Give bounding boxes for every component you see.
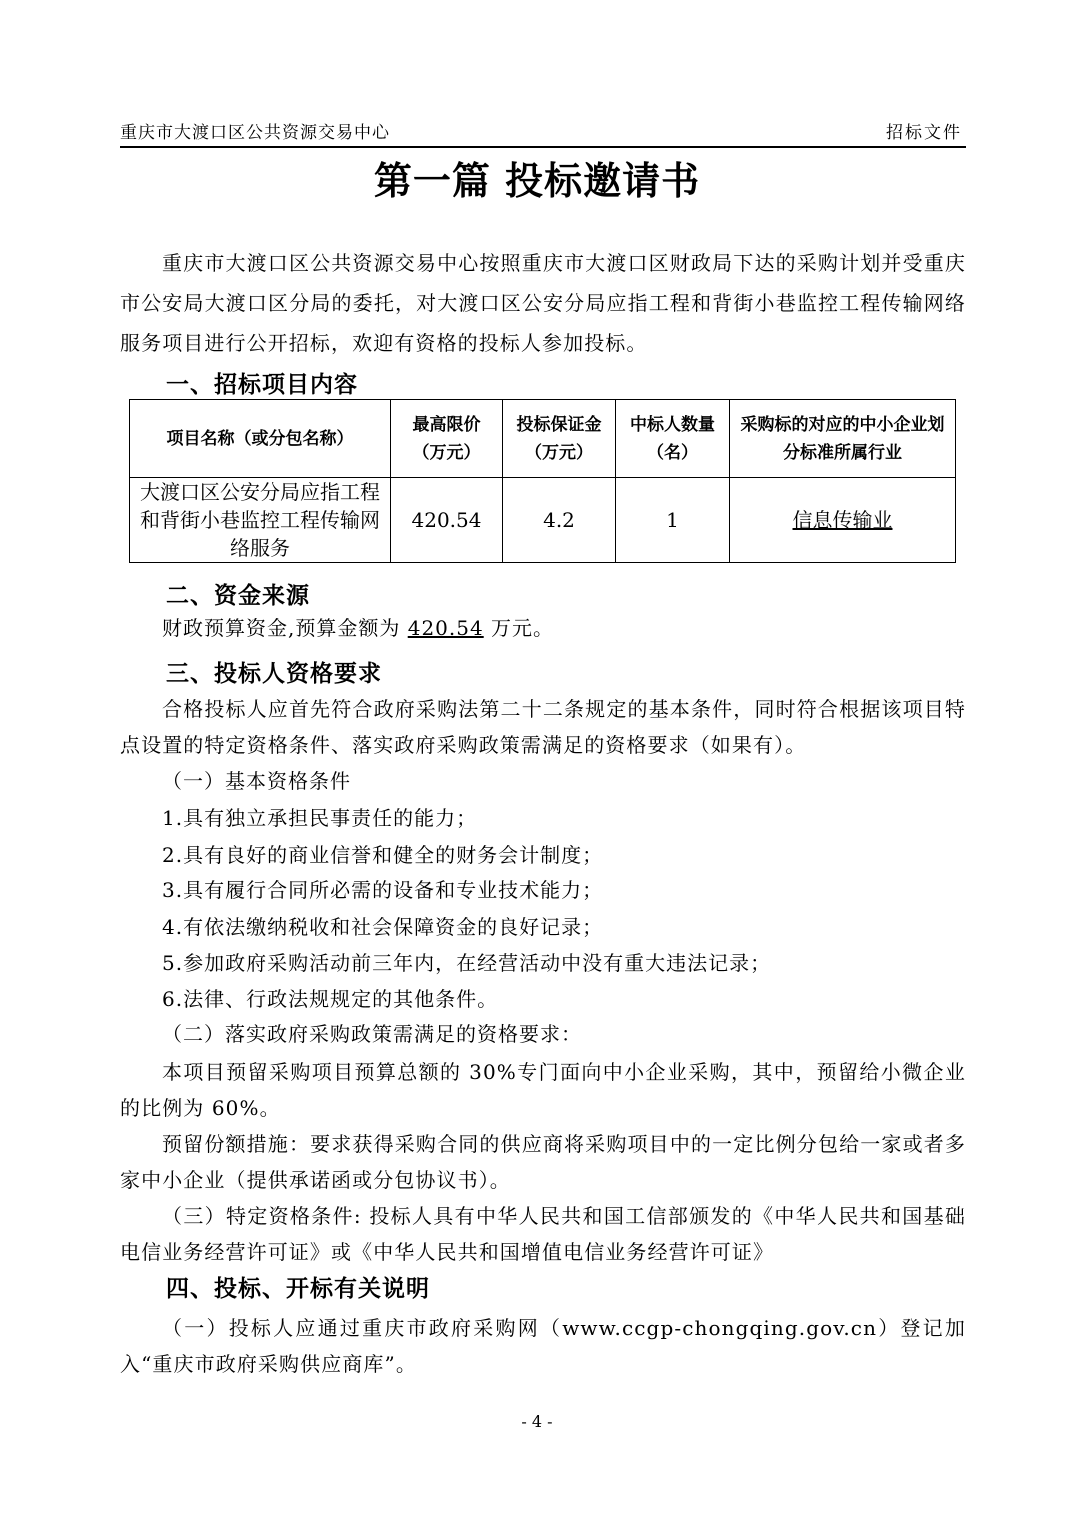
basic-item: 2.具有良好的商业信誉和健全的财务会计制度； — [162, 843, 604, 867]
basic-item: 3.具有履行合同所必需的设备和专业技术能力； — [162, 878, 604, 902]
reserve-text: 预留份额措施：要求获得采购合同的供应商将采购项目中的一定比例分包给一家或者多家中小企业（提供承诺函或分包协议书）。 — [120, 1132, 966, 1192]
funding-amount: 420.54 — [407, 616, 484, 640]
page-title: 第一篇 投标邀请书 — [373, 159, 701, 203]
policy-title: （二）落实政府采购政策需满足的资格要求： — [162, 1022, 582, 1046]
section2-heading: 二、资金来源 — [166, 583, 310, 609]
cell-industry — [730, 478, 956, 563]
basic-item: 5.参加政府采购活动前三年内，在经营活动中没有重大违法记录； — [162, 951, 772, 975]
cell-winners: 1 — [616, 478, 730, 563]
specific-conditions-text: （三）特定资格条件: 投标人具有中华人民共和国工信部颁发的《中华人民共和国基础电信业务经营许可证》或《中华人民共和国增值电信业务经营许可证》 — [120, 1204, 966, 1264]
header-doc-type: 招标文件 — [886, 123, 962, 143]
industry-value: 信息传输业 — [792, 508, 893, 532]
funding-suffix: 万元。 — [483, 616, 555, 640]
col-winners: 中标人数量（名） — [616, 400, 730, 478]
qualification-intro: 合格投标人应首先符合政府采购法第二十二条规定的基本条件，同时符合根据该项目特点设置的特定资格条件、落实政府采购政策需满足的资格要求（如果有）。 — [120, 697, 966, 757]
basic-conditions-title: （一）基本资格条件 — [162, 769, 351, 793]
col-deposit: 投标保证金（万元） — [503, 400, 616, 478]
tender-items-table — [129, 399, 956, 563]
section3-heading: 三、投标人资格要求 — [166, 661, 382, 687]
basic-item: 1.具有独立承担民事责任的能力； — [162, 806, 478, 830]
basic-item: 6.法律、行政法规规定的其他条件。 — [162, 987, 499, 1011]
section1-heading: 一、招标项目内容 — [166, 372, 358, 398]
col-industry: 采购标的对应的中小企业划分标准所属行业 — [730, 400, 956, 478]
cell-deposit: 4.2 — [503, 478, 616, 563]
funding-line — [162, 610, 554, 646]
policy-text: 本项目预留采购项目预算总额的 30%专门面向中小企业采购，其中，预留给小微企业的比例为 60%。 — [120, 1060, 966, 1120]
basic-item: 4.有依法缴纳税收和社会保障资金的良好记录； — [162, 915, 604, 939]
page-number: - 4 - — [521, 1412, 553, 1431]
col-max-price: 最高限价（万元） — [391, 400, 503, 478]
cell-project-name: 大渡口区公安分局应指工程和背街小巷监控工程传输网络服务 — [130, 478, 391, 563]
intro-paragraph: 重庆市大渡口区公共资源交易中心按照重庆市大渡口区财政局下达的采购计划并受重庆市公安局大渡口区分局的委托，对大渡口区公安分局应指工程和背街小巷监控工程传输网络服务项目进行公开招标，欢迎有资格的投标人参加投标。 — [120, 251, 966, 355]
cell-max-price: 420.54 — [391, 478, 503, 563]
table-row — [130, 478, 956, 563]
funding-prefix: 财政预算资金,预算金额为 — [162, 616, 408, 640]
section4-heading: 四、投标、开标有关说明 — [166, 1276, 430, 1302]
page-header — [120, 116, 966, 148]
col-project-name: 项目名称（或分包名称） — [130, 400, 391, 478]
table-header-row — [130, 400, 956, 478]
bidding-note-1: （一）投标人应通过重庆市政府采购网（www.ccgp-chongqing.gov.cn）登记加入“重庆市政府采购供应商库”。 — [120, 1316, 966, 1376]
header-organization: 重庆市大渡口区公共资源交易中心 — [120, 123, 390, 143]
